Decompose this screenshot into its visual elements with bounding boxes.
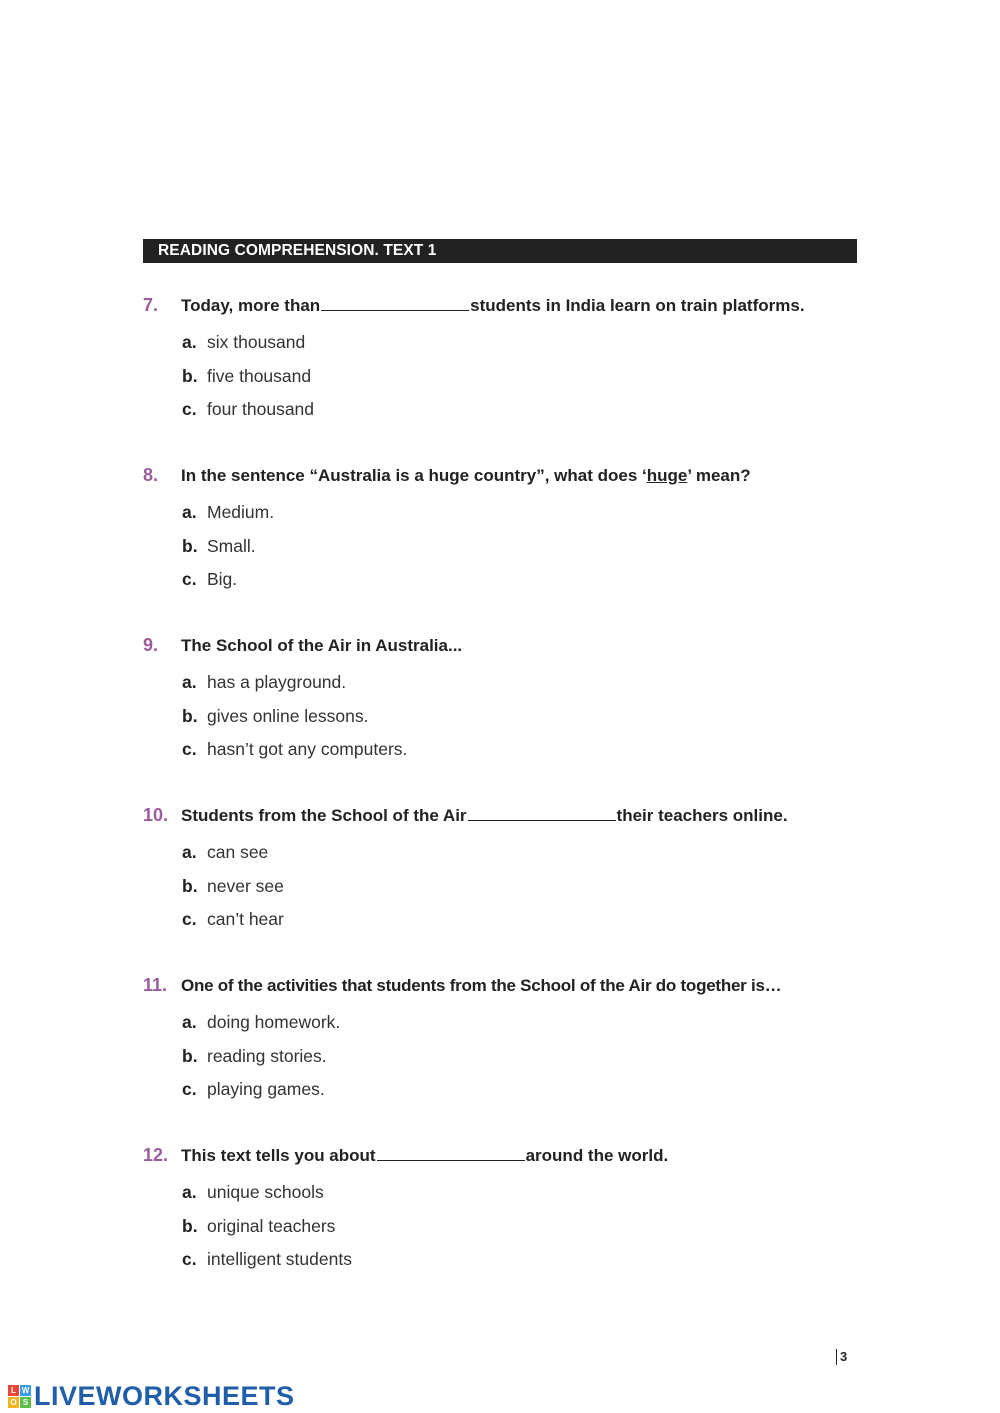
question-stem: [143, 295, 873, 319]
option-c[interactable]: [182, 1079, 873, 1113]
option-c[interactable]: [182, 1249, 873, 1283]
question-number: 8.: [143, 465, 159, 485]
question-text-before: This text tells you about: [181, 1146, 376, 1165]
question-text-before: Today, more than: [181, 296, 321, 315]
option-text: playing games.: [207, 1079, 325, 1099]
option-b[interactable]: [182, 1216, 873, 1250]
option-letter: c.: [182, 399, 197, 419]
option-c[interactable]: [182, 399, 873, 433]
question-9: [143, 635, 873, 773]
option-c[interactable]: [182, 569, 873, 603]
option-letter: c.: [182, 1079, 197, 1099]
question-stem: [143, 1145, 873, 1169]
grid-cell: O: [8, 1397, 19, 1408]
brand-logo[interactable]: [8, 1381, 295, 1412]
option-b[interactable]: [182, 366, 873, 400]
option-text: original teachers: [207, 1215, 336, 1236]
question-text-after: ’ mean?: [687, 466, 751, 485]
option-text: unique schools: [207, 1182, 324, 1202]
question-text-after: students in India learn on train platforms.: [470, 296, 805, 315]
option-letter: b.: [182, 365, 198, 386]
brand-name: LIVEWORKSHEETS: [34, 1381, 295, 1411]
option-letter: b.: [182, 705, 198, 726]
page-number: 3: [836, 1349, 847, 1365]
option-text: Big.: [207, 569, 238, 589]
option-a[interactable]: [182, 1182, 873, 1216]
grid-cell: L: [8, 1385, 19, 1396]
option-letter: a.: [182, 1012, 197, 1032]
option-a[interactable]: [182, 672, 873, 706]
question-text-after: around the world.: [525, 1146, 669, 1165]
question-7: [143, 295, 873, 433]
question-text-after: their teachers online.: [616, 806, 788, 825]
question-11: [143, 975, 873, 1113]
grid-cell: W: [21, 1386, 30, 1395]
question-stem: [143, 465, 873, 489]
option-a[interactable]: [182, 1012, 873, 1046]
option-text: six thousand: [207, 332, 306, 352]
options-list: [182, 502, 873, 603]
option-b[interactable]: [182, 876, 873, 910]
option-letter: c.: [182, 569, 197, 589]
grid-cell: S: [20, 1397, 31, 1408]
options-list: [182, 332, 873, 433]
options-list: [182, 1182, 873, 1283]
question-number: 9.: [143, 635, 159, 655]
option-text: gives online lessons.: [207, 705, 369, 726]
question-number: 11.: [143, 975, 168, 995]
option-a[interactable]: [182, 332, 873, 366]
option-text: reading stories.: [207, 1045, 327, 1066]
question-stem: [143, 635, 873, 659]
question-number: 12.: [143, 1145, 169, 1165]
option-text: doing homework.: [207, 1012, 341, 1032]
option-letter: b.: [182, 1045, 198, 1066]
section-title: READING COMPREHENSION. TEXT 1: [143, 239, 857, 263]
option-a[interactable]: [182, 842, 873, 876]
option-letter: b.: [182, 535, 198, 556]
option-letter: b.: [182, 875, 198, 896]
option-text: hasn’t got any computers.: [207, 739, 408, 759]
option-text: Medium.: [207, 502, 275, 522]
brand-grid-icon: [8, 1385, 31, 1408]
option-letter: a.: [182, 502, 197, 522]
underlined-word: huge: [646, 466, 688, 485]
option-text: four thousand: [207, 399, 315, 419]
question-text-before: Students from the School of the Air: [181, 806, 467, 825]
option-b[interactable]: [182, 536, 873, 570]
answer-blank[interactable]: [321, 309, 469, 311]
option-text: has a playground.: [207, 672, 347, 692]
question-12: [143, 1145, 873, 1283]
option-letter: a.: [182, 1182, 197, 1202]
options-list: [182, 1012, 873, 1113]
option-text: intelligent students: [207, 1249, 352, 1269]
option-text: five thousand: [207, 365, 312, 386]
question-10: [143, 805, 873, 943]
option-text: never see: [207, 875, 284, 896]
option-c[interactable]: [182, 909, 873, 943]
option-letter: a.: [182, 672, 197, 692]
option-letter: c.: [182, 1249, 197, 1269]
option-letter: a.: [182, 332, 197, 352]
option-letter: c.: [182, 739, 197, 759]
options-list: [182, 672, 873, 773]
question-text: The School of the Air in Australia...: [181, 636, 463, 655]
question-number: 10.: [143, 805, 169, 825]
option-c[interactable]: [182, 739, 873, 773]
option-text: Small.: [207, 535, 256, 556]
question-stem: [143, 975, 873, 999]
question-stem: [143, 805, 873, 829]
option-letter: c.: [182, 909, 197, 929]
question-8: [143, 465, 873, 603]
answer-blank[interactable]: [377, 1159, 525, 1161]
options-list: [182, 842, 873, 943]
option-text: can’t hear: [207, 909, 284, 929]
option-a[interactable]: [182, 502, 873, 536]
option-b[interactable]: [182, 1046, 873, 1080]
option-b[interactable]: [182, 706, 873, 740]
answer-blank[interactable]: [468, 819, 616, 821]
option-letter: a.: [182, 842, 197, 862]
option-letter: b.: [182, 1215, 198, 1236]
option-text: can see: [207, 842, 269, 862]
question-text: One of the activities that students from the School of the Air do together is…: [181, 976, 782, 995]
question-number: 7.: [143, 295, 159, 315]
question-text-before: In the sentence “Australia is a huge country”, what does ‘: [181, 466, 647, 485]
